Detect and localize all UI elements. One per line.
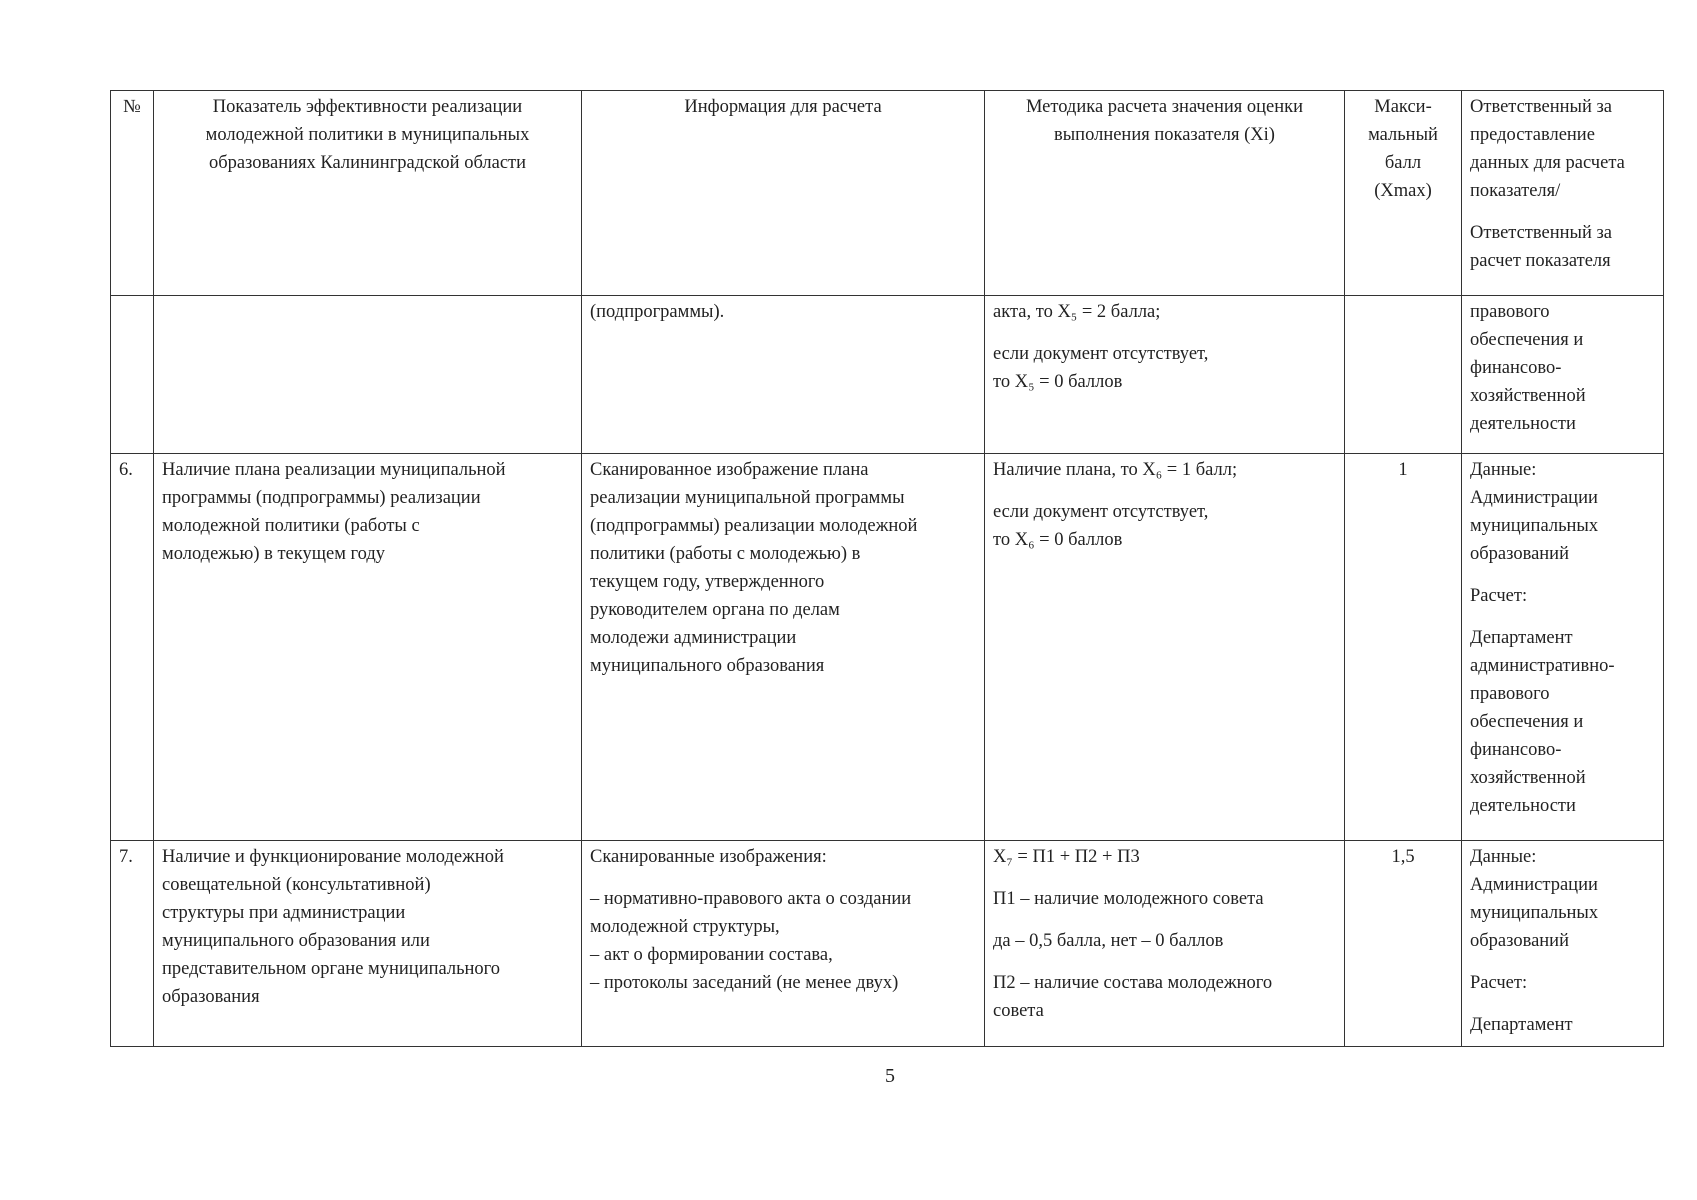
row-cont-num (111, 296, 154, 454)
row-6-max: 1 (1345, 454, 1462, 841)
text-line: правового (1470, 302, 1550, 322)
text-line: Администрации (1470, 875, 1598, 895)
text-line: правового (1470, 684, 1550, 704)
text-line: П1 – наличие молодежного совета (993, 889, 1264, 909)
text-line: (подпрограммы). (590, 302, 725, 322)
indicator-table (110, 90, 1664, 1047)
text-line: если документ отсутствует, (993, 344, 1209, 364)
header-info (582, 91, 985, 296)
text-line: – протоколы заседаний (не менее двух) (590, 973, 899, 993)
text-line: Департамент (1470, 628, 1573, 648)
text-line: образований (1470, 544, 1569, 564)
table-row (111, 454, 1664, 841)
text-line: – акт о формировании состава, (590, 945, 833, 965)
row-cont-max (1345, 296, 1462, 454)
text-line: X₇ = П1 + П2 + П3 (993, 847, 1140, 867)
text-line: структуры при администрации (162, 903, 406, 923)
text-line: руководителем органа по делам (590, 600, 840, 620)
text-line: П2 – наличие состава молодежного (993, 973, 1273, 993)
text-line: Сканированные изображения: (590, 847, 827, 867)
page-number: 5 (885, 1065, 895, 1087)
row-6-num: 6. (111, 454, 154, 841)
text-line: молодежной политики в муниципальных (205, 125, 530, 145)
text-line: деятельности (1470, 796, 1576, 816)
text-line: то X₆ = 0 баллов (993, 530, 1123, 550)
text-line: деятельности (1470, 414, 1576, 434)
row-cont-indicator (154, 296, 582, 454)
text-line: предоставление (1470, 125, 1595, 145)
text-line: выполнения показателя (Xi) (1054, 125, 1275, 145)
text-line: представительном органе муниципального (162, 959, 501, 979)
text-line: балл (1384, 153, 1422, 173)
text-line: Наличие плана реализации муниципальной (162, 460, 506, 480)
text-line: показателя/ (1470, 181, 1561, 201)
text-line: образований (1470, 931, 1569, 951)
text-line: Данные: (1470, 847, 1537, 867)
text-line: муниципальных (1470, 516, 1599, 536)
text-line: хозяйственной (1470, 768, 1586, 788)
row-6-method (985, 454, 1345, 841)
text-line: административно- (1470, 656, 1615, 676)
header-indicator (154, 91, 582, 296)
text-line: образования (162, 987, 260, 1007)
text-line: мальный (1368, 125, 1438, 145)
row-cont-responsible (1462, 296, 1664, 454)
header-max-score (1345, 91, 1462, 296)
header-num (111, 91, 154, 296)
row-7-method (985, 841, 1345, 1047)
text-line: Расчет: (1470, 586, 1528, 606)
text-line: молодежной политики (работы с (162, 516, 420, 536)
text-line: Департамент (1470, 1015, 1573, 1035)
text-line: молодежи администрации (590, 628, 797, 648)
row-cont-info (582, 296, 985, 454)
text-line: Макси- (1374, 97, 1432, 117)
text-line: то X₅ = 0 баллов (993, 372, 1123, 392)
text-line: хозяйственной (1470, 386, 1586, 406)
row-7-responsible (1462, 841, 1664, 1047)
text-line: Сканированное изображение плана (590, 460, 869, 480)
text-line: Наличие плана, то X₆ = 1 балл; (993, 460, 1238, 480)
text-line: муниципального образования или (162, 931, 430, 951)
row-6-info (582, 454, 985, 841)
text-line: совета (993, 1001, 1044, 1021)
text-line: финансово- (1470, 740, 1562, 760)
text-line: совещательной (консультативной) (162, 875, 431, 895)
text-line: – нормативно-правового акта о создании (590, 889, 912, 909)
header-responsible (1462, 91, 1664, 296)
header-method (985, 91, 1345, 296)
text-line: акта, то X₅ = 2 балла; (993, 302, 1161, 322)
text-line: Показатель эффективности реализации (212, 97, 523, 117)
text-line: обеспечения и (1470, 330, 1584, 350)
table-row (111, 296, 1664, 454)
text-line: расчет показателя (1470, 251, 1611, 271)
text-line: программы (подпрограммы) реализации (162, 488, 481, 508)
text-line: Данные: (1470, 460, 1537, 480)
text-line: Ответственный за (1470, 97, 1613, 117)
text-line: Администрации (1470, 488, 1598, 508)
row-7-max: 1,5 (1345, 841, 1462, 1047)
row-7-num: 7. (111, 841, 154, 1047)
text-line: Методика расчета значения оценки (1025, 97, 1304, 117)
text-line: да – 0,5 балла, нет – 0 баллов (993, 931, 1224, 951)
text-line: образованиях Калининградской области (208, 153, 527, 173)
text-line: если документ отсутствует, (993, 502, 1209, 522)
text-line: муниципального образования (590, 656, 825, 676)
text-line: данных для расчета (1470, 153, 1625, 173)
text-line: № (123, 97, 141, 117)
text-line: Информация для расчета (684, 97, 882, 117)
text-line: муниципальных (1470, 903, 1599, 923)
table-header-row (111, 91, 1664, 296)
row-7-indicator (154, 841, 582, 1047)
text-line: текущем году, утвержденного (590, 572, 825, 592)
text-line: молодежной структуры, (590, 917, 780, 937)
text-line: (Xmax) (1374, 181, 1432, 201)
text-line: молодежью) в текущем году (162, 544, 386, 564)
row-6-indicator (154, 454, 582, 841)
text-line: Расчет: (1470, 973, 1528, 993)
text-line: (подпрограммы) реализации молодежной (590, 516, 918, 536)
text-line: Ответственный за (1470, 223, 1613, 243)
text-line: политики (работы с молодежью) в (590, 544, 861, 564)
text-line: Наличие и функционирование молодежной (162, 847, 504, 867)
row-cont-method (985, 296, 1345, 454)
text-line: обеспечения и (1470, 712, 1584, 732)
row-7-info (582, 841, 985, 1047)
text-line: реализации муниципальной программы (590, 488, 905, 508)
row-6-responsible (1462, 454, 1664, 841)
text-line: финансово- (1470, 358, 1562, 378)
table-row (111, 841, 1664, 1047)
